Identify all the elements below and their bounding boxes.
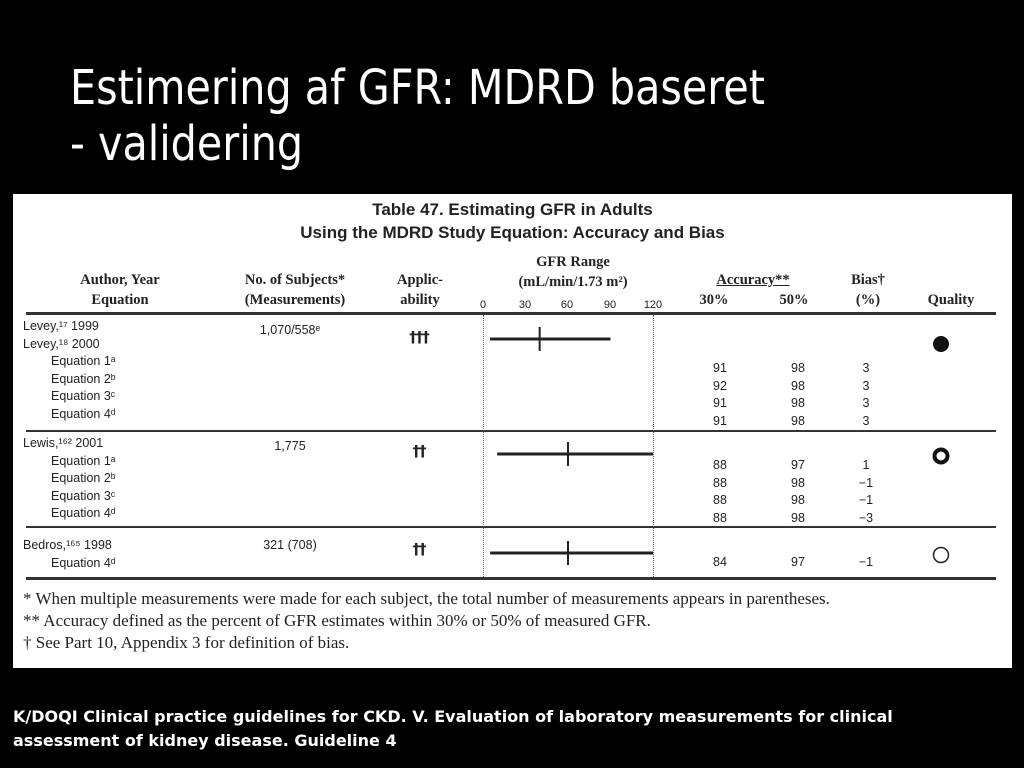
equation-label: Equation 4ᵈ <box>51 406 116 421</box>
table-image <box>13 194 1012 668</box>
applicability-daggers: †† <box>412 442 426 460</box>
quality-open-circle-icon <box>934 548 949 563</box>
header-quality: Quality <box>927 292 975 308</box>
gfr-tick-label: 120 <box>643 299 663 311</box>
accuracy-30-value: 91 <box>713 361 727 375</box>
bias-value: −1 <box>858 493 874 507</box>
subjects-count: 1,070/558ᵉ <box>259 323 321 337</box>
citation-line-2: assessment of kidney disease. Guideline 4 <box>13 731 397 750</box>
header-subjects-line-1: No. of Subjects* <box>244 272 346 288</box>
applicability-daggers: †† <box>412 540 426 558</box>
accuracy-30-value: 84 <box>713 555 727 569</box>
accuracy-30-value: 88 <box>713 510 727 525</box>
accuracy-50-value: 98 <box>791 475 805 490</box>
slide-title-line-1: Estimering af GFR: MDRD baseret <box>70 60 765 116</box>
bias-value: 3 <box>862 361 870 375</box>
slide-title <box>70 60 878 172</box>
bias-value: −1 <box>858 475 874 490</box>
header-accuracy-50: 50% <box>779 292 809 308</box>
bias-value: 3 <box>862 413 870 428</box>
quality-filled-circle-icon <box>933 336 949 352</box>
accuracy-30-value: 88 <box>713 458 727 472</box>
header-author-line-1: Author, Year <box>80 272 160 288</box>
bias-value: 3 <box>862 378 870 393</box>
equation-label: Equation 3ᶜ <box>51 389 116 403</box>
bias-value: −1 <box>858 555 874 569</box>
bias-value: 1 <box>862 458 870 472</box>
header-gfr-line-1: GFR Range <box>536 254 610 270</box>
equation-label: Equation 2ᵇ <box>51 371 116 386</box>
equation-label: Equation 3ᶜ <box>51 488 116 503</box>
accuracy-50-value: 98 <box>791 396 805 410</box>
equation-label: Equation 2ᵇ <box>51 471 116 485</box>
author-line: Lewis,¹⁶² 2001 <box>23 436 104 450</box>
header-accuracy-30: 30% <box>699 292 729 308</box>
footnote: ** Accuracy defined as the percent of GFR estimates within 30% or 50% of measured GFR. <box>23 611 651 630</box>
gfr-tick-label: 60 <box>560 299 574 311</box>
equation-label: Equation 4ᵈ <box>51 555 116 570</box>
header-author-line-2: Equation <box>91 292 149 308</box>
header-accuracy: Accuracy** <box>716 272 790 288</box>
quality-half-circle-icon <box>935 450 948 463</box>
accuracy-50-value: 98 <box>791 378 805 393</box>
accuracy-30-value: 91 <box>713 396 727 410</box>
accuracy-30-value: 88 <box>713 475 727 490</box>
applicability-daggers: ††† <box>409 328 429 346</box>
header-applicability-line-2: ability <box>400 292 440 308</box>
source-citation <box>13 705 1013 753</box>
author-line: Levey,¹⁷ 1999 <box>23 319 99 333</box>
header-bias-line-1: Bias† <box>851 272 885 288</box>
equation-label: Equation 1ᵃ <box>51 453 116 468</box>
accuracy-50-value: 97 <box>791 458 805 472</box>
accuracy-50-value: 98 <box>791 361 805 375</box>
header-subjects-line-2: (Measurements) <box>244 292 346 308</box>
header-bias-line-2: (%) <box>855 292 881 308</box>
accuracy-30-value: 88 <box>713 493 727 507</box>
author-line: Bedros,¹⁶⁵ 1998 <box>23 538 112 552</box>
accuracy-30-value: 91 <box>713 413 727 428</box>
bias-value: 3 <box>862 396 870 410</box>
equation-label: Equation 1ᵃ <box>51 354 116 368</box>
footnote: † See Part 10, Appendix 3 for definition of bias. <box>23 633 350 652</box>
gfr-tick-label: 90 <box>603 299 617 311</box>
equation-label: Equation 4ᵈ <box>51 506 116 520</box>
gfr-tick-label: 0 <box>479 299 487 311</box>
table-title-line-2: Using the MDRD Study Equation: Accuracy and Bias <box>300 223 725 242</box>
gfr-tick-label: 30 <box>518 299 532 311</box>
accuracy-50-value: 98 <box>791 510 805 525</box>
bias-value: −3 <box>858 510 874 525</box>
header-gfr-line-2: (mL/min/1.73 m²) <box>518 274 628 290</box>
subjects-count: 1,775 <box>274 439 306 453</box>
table-title-line-1: Table 47. Estimating GFR in Adults <box>372 200 653 219</box>
header-applicability-line-1: Applic- <box>397 272 443 288</box>
footnote: * When multiple measurements were made for each subject, the total number of measurements appears in parentheses. <box>23 589 830 608</box>
table-footnotes <box>23 588 1008 654</box>
subjects-count: 321 (708) <box>263 538 317 552</box>
accuracy-30-value: 92 <box>713 378 727 393</box>
slide-title-line-2: - validering <box>70 116 304 172</box>
accuracy-50-value: 98 <box>791 493 805 507</box>
citation-line-1: K/DOQI Clinical practice guidelines for CKD. V. Evaluation of laboratory measurements for clinical <box>13 707 893 726</box>
accuracy-50-value: 98 <box>791 413 805 428</box>
accuracy-50-value: 97 <box>791 555 805 569</box>
author-line: Levey,¹⁸ 2000 <box>23 336 100 351</box>
